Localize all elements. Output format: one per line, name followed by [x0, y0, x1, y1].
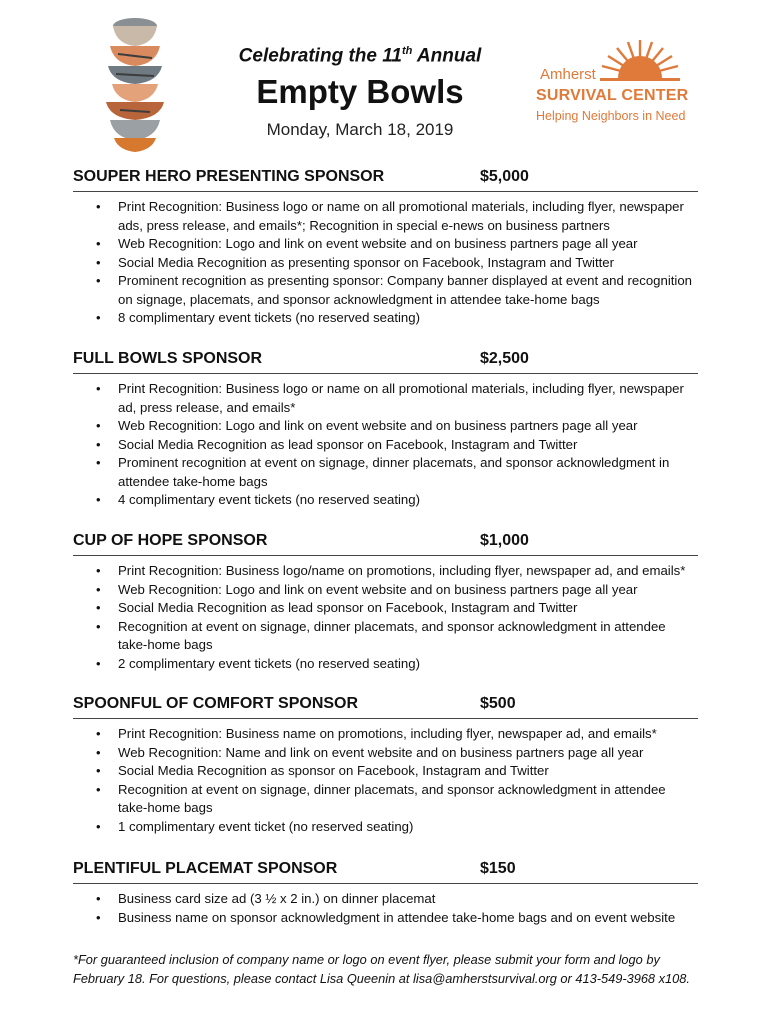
benefit-item: • Business name on sponsor acknowledgment in attendee take-home bags and on event website	[73, 909, 698, 928]
event-subtitle: Celebrating the 11th Annual	[238, 45, 482, 67]
section-divider	[73, 191, 698, 192]
benefit-list	[73, 725, 698, 836]
benefit-item: • Web Recognition: Name and link on event website and on business partners page all year	[73, 744, 698, 763]
benefit-item: • 8 complimentary event tickets (no reserved seating)	[73, 309, 698, 328]
tier-name: SOUPER HERO PRESENTING SPONSOR	[73, 168, 385, 185]
benefit-item: • Print Recognition: Business name on promotions, including flyer, newspaper ad, and emails*	[73, 725, 698, 744]
tier-price: $150	[480, 860, 516, 877]
sponsor-tier-full-bowls	[73, 348, 698, 510]
benefit-item: • Business card size ad (3 ½ x 2 in.) on dinner placemat	[73, 890, 698, 909]
organization-logo	[530, 36, 700, 132]
benefit-item: • Web Recognition: Logo and link on event website and on business partners page all year	[73, 235, 698, 254]
benefit-item: • Web Recognition: Logo and link on event website and on business partners page all year	[73, 417, 698, 436]
logo-line-amherst: Amherst	[540, 66, 596, 83]
benefit-item: • Social Media Recognition as sponsor on Facebook, Instagram and Twitter	[73, 762, 698, 781]
event-date: Monday, March 18, 2019	[266, 120, 454, 140]
section-divider	[73, 373, 698, 374]
benefit-list	[73, 380, 698, 510]
section-divider	[73, 718, 698, 719]
benefit-list	[73, 890, 698, 927]
benefit-item: • Prominent recognition as presenting sponsor: Company banner displayed at event and recognition on signage, placemats, and sponsor acknowledgment in attendee take-home bags	[73, 272, 698, 309]
tier-price: $1,000	[480, 532, 529, 549]
benefit-item: • Print Recognition: Business logo or name on all promotional materials, including flyer, newspaper ads, press release, and emails*; Recognition in special e-news on business partners	[73, 198, 698, 235]
tier-price: $2,500	[480, 350, 529, 367]
benefit-item: • Print Recognition: Business logo or name on all promotional materials, including flyer, newspaper ad, press release, and emails*	[73, 380, 698, 417]
tier-price: $5,000	[480, 168, 529, 185]
tier-name: CUP OF HOPE SPONSOR	[73, 532, 268, 549]
benefit-item: • Social Media Recognition as lead sponsor on Facebook, Instagram and Twitter	[73, 599, 698, 618]
benefit-list	[73, 198, 698, 328]
sponsor-tier-spoonful-of-comfort	[73, 693, 698, 836]
benefit-item: • 1 complimentary event ticket (no reserved seating)	[73, 818, 698, 837]
logo-tagline: Helping Neighbors in Need	[536, 109, 686, 123]
sponsor-tier-cup-of-hope	[73, 530, 698, 673]
sponsor-tier-plentiful-placemat	[73, 858, 698, 927]
contact-footnote: *For guaranteed inclusion of company name or logo on event flyer, please submit your form and logo by February 18. For questions, please contact Lisa Queenin at lisa@amherstsurvival.org or 413-549-3968 x108.	[73, 952, 690, 986]
benefit-item: • 2 complimentary event tickets (no reserved seating)	[73, 655, 698, 674]
benefit-item: • Recognition at event on signage, dinner placemats, and sponsor acknowledgment in attendee take-home bags	[73, 618, 698, 655]
benefit-list	[73, 562, 698, 673]
benefit-item: • Recognition at event on signage, dinner placemats, and sponsor acknowledgment in attendee take-home bags	[73, 781, 698, 818]
section-divider	[73, 555, 698, 556]
benefit-item: • 4 complimentary event tickets (no reserved seating)	[73, 491, 698, 510]
logo-line-survival-center: SURVIVAL CENTER	[536, 87, 689, 104]
benefit-item: • Social Media Recognition as presenting sponsor on Facebook, Instagram and Twitter	[73, 254, 698, 273]
event-title-block	[200, 38, 520, 141]
sponsor-tier-souper-hero	[73, 166, 698, 328]
tier-name: PLENTIFUL PLACEMAT SPONSOR	[73, 860, 338, 877]
tier-price: $500	[480, 695, 516, 712]
section-divider	[73, 883, 698, 884]
benefit-item: • Prominent recognition at event on signage, dinner placemats, and sponsor acknowledgment in attendee take-home bags	[73, 454, 698, 491]
sun-logo-icon	[590, 36, 690, 90]
stacked-bowls-image	[96, 14, 174, 154]
benefit-item: • Social Media Recognition as lead sponsor on Facebook, Instagram and Twitter	[73, 436, 698, 455]
tier-name: SPOONFUL OF COMFORT SPONSOR	[73, 695, 359, 712]
benefit-item: • Web Recognition: Logo and link on event website and on business partners page all year	[73, 581, 698, 600]
event-title: Empty Bowls	[256, 73, 464, 111]
benefit-item: • Print Recognition: Business logo/name on promotions, including flyer, newspaper ad, and emails*	[73, 562, 698, 581]
tier-name: FULL BOWLS SPONSOR	[73, 350, 263, 367]
